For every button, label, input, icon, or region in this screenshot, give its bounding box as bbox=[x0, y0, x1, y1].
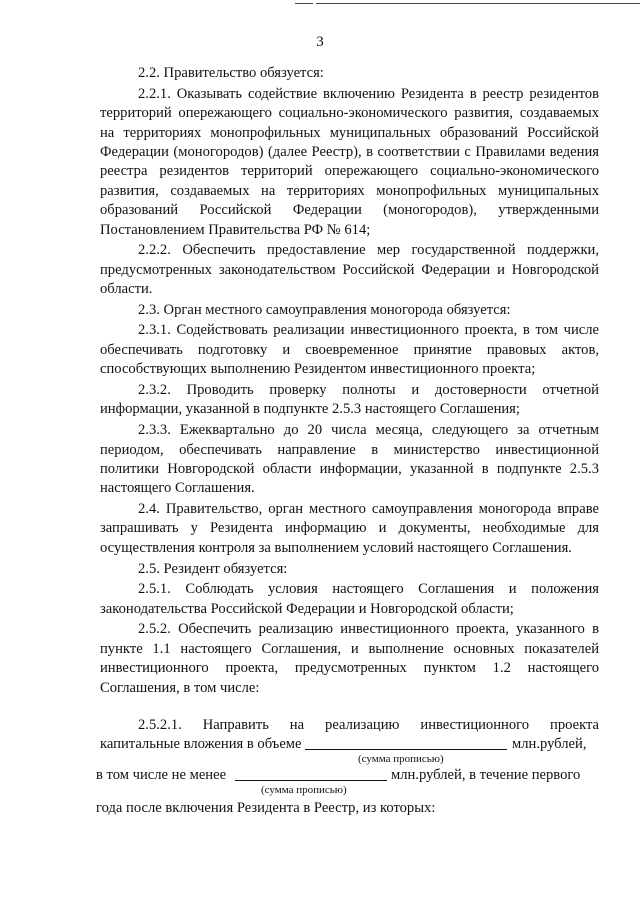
paragraph-2-5-2-1-line2 bbox=[100, 735, 302, 754]
paragraph-2-3-2: 2.3.2. Проводить проверку полноты и достоверности отчетной информации, указанной в подпункте 2.5.3 настоящего Соглашения; bbox=[100, 381, 599, 418]
capital-investment-unit: млн.рублей, bbox=[512, 736, 587, 752]
paragraph-2-3-3: 2.3.3. Ежеквартально до 20 числа месяца, следующего за отчетным периодом, обеспечивать направление в министерство инвестиционной политики Новгородской области информации, указанной в подпункте 2.5.3 настоящего Соглашения. bbox=[100, 422, 599, 497]
capital-investment-amount-blank[interactable] bbox=[305, 749, 507, 750]
paragraph-2-3: 2.3. Орган местного самоуправления моногорода обязуется: bbox=[138, 301, 511, 318]
paragraph-2-2-2: 2.2.2. Обеспечить предоставление мер государственной поддержки, предусмотренных законодательством Российской Федерации и Новгородской области. bbox=[100, 242, 599, 298]
page-number: 3 bbox=[316, 34, 324, 50]
paragraph-2-5: 2.5. Резидент обязуется: bbox=[138, 560, 288, 577]
paragraph-2-3-1: 2.3.1. Содействовать реализации инвестиционного проекта, в том числе обеспечивать подготовку и своевременное принятие правовых актов, способствующих выполнению Резидентом инвестиционного проекта; bbox=[100, 322, 599, 378]
paragraph-2-5-2-1-line1: 2.5.2.1. Направить на реализацию инвестиционного проекта bbox=[138, 717, 599, 733]
amount-in-words-caption-1: (сумма прописью) bbox=[358, 753, 444, 765]
document-body bbox=[100, 64, 599, 699]
paragraph-2-2-1: 2.2.1. Оказывать содействие включению Резидента в реестр резидентов территорий опережающего социально-экономического развития, создаваемых на территориях монопрофильных муниципальных образований Российской Федерации (моногородов) (далее Реестр), в соответствии с Правилами ведения реестра резидентов территорий опережающего социально-экономического развития, создаваемых на территориях монопрофильных муниципальных образований Российской Федерации (моногородов), утвержденными Постановлением Правительства РФ № 614; bbox=[100, 85, 599, 238]
minimum-amount-label: в том числе не менее bbox=[96, 767, 227, 783]
amount-in-words-caption-2: (сумма прописью) bbox=[261, 784, 347, 796]
paragraph-2-5-1: 2.5.1. Соблюдать условия настоящего Соглашения и положения законодательства Российской Федерации и Новгородской области; bbox=[100, 581, 599, 617]
header-rule bbox=[316, 3, 640, 4]
paragraph-2-5-2: 2.5.2. Обеспечить реализацию инвестиционного проекта, указанного в пункте 1.1 настоящего Соглашения, и выполнение основных показателей инвестиционного проекта, предусмотренных пунктом 1.2 настоящего Соглашения, в том числе: bbox=[100, 621, 599, 696]
minimum-amount-blank[interactable] bbox=[235, 780, 387, 781]
paragraph-2-4: 2.4. Правительство, орган местного самоуправления моногорода вправе запрашивать у Резидента информацию и документы, необходимые для осуществления контроля за выполнением условий настоящего Соглашения. bbox=[100, 501, 599, 556]
header-rule-left bbox=[295, 3, 313, 4]
minimum-amount-unit: млн.рублей, в течение первого bbox=[391, 767, 581, 783]
paragraph-2-5-2-1-line4: года после включения Резидента в Реестр, из которых: bbox=[96, 800, 436, 816]
paragraph-2-2: 2.2. Правительство обязуется: bbox=[138, 65, 324, 81]
capital-investment-label: капитальные вложения в объеме bbox=[100, 736, 302, 752]
